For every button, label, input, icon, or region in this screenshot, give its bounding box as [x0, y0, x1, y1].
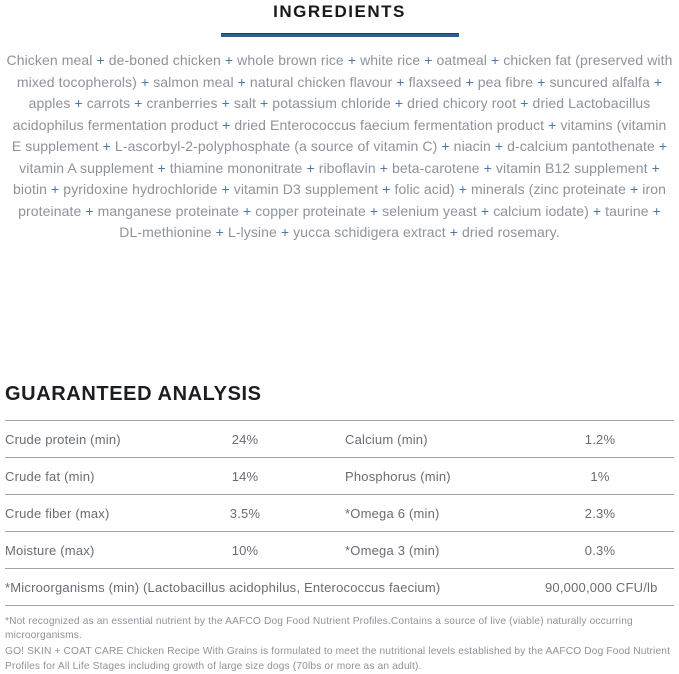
- table-row-microorganisms: [5, 569, 674, 606]
- analysis-label: Crude fiber (max): [5, 505, 110, 521]
- analysis-label: Crude fat (min): [5, 468, 95, 484]
- analysis-value: 14%: [231, 468, 259, 484]
- analysis-label: Crude protein (min): [5, 431, 121, 447]
- analysis-label: Phosphorus (min): [345, 468, 451, 484]
- ingredients-text: Chicken meal + de-boned chicken + whole brown rice + white rice + oatmeal + chicken fat (preserved with mixed tocopherols) + salmon meal + natural chicken flavour + flaxseed + pea fibre + suncured alfalfa + apples + carrots + cranberries + salt + potassium chloride + dried chicory root + dried Lactobacillus acidophilus fermentation product + dried Enterococcus faecium fermentation product + vitamins (vitamin E supplement + L-ascorbyl-2-polyphosphate (a source of vitamin C) + niacin + d-calcium pantothenate + vitamin A supplement + thiamine mononitrate + riboflavin + beta-carotene + vitamin B12 supplement + biotin + pyridoxine hydrochloride + vitamin D3 supplement + folic acid) + minerals (zinc proteinate + iron proteinate + manganese proteinate + copper proteinate + selenium yeast + calcium iodate) + taurine + DL-methionine + L-lysine + yucca schidigera extract + dried rosemary.: [6, 52, 673, 240]
- table-row: [5, 495, 674, 532]
- analysis-label: Moisture (max): [5, 542, 95, 558]
- analysis-label: *Omega 6 (min): [345, 505, 440, 521]
- analysis-value: 3.5%: [229, 505, 261, 521]
- footnote-formulation: GO! SKIN + COAT CARE Chicken Recipe With Grains is formulated to meet the nutritional levels established by the AAFCO Dog Food Nutrient Profiles for All Life Stages including growth of large size dogs (70lbs or more as an adult).: [5, 646, 671, 672]
- table-row: [5, 532, 674, 569]
- table-row: [5, 421, 674, 458]
- analysis-label: Calcium (min): [345, 431, 428, 447]
- guaranteed-analysis-table: [5, 420, 674, 606]
- table-row: [5, 458, 674, 495]
- analysis-value: 10%: [231, 542, 259, 558]
- analysis-value: 90,000,000 CFU/lb: [545, 579, 658, 595]
- analysis-label: *Microorganisms (min) (Lactobacillus acidophilus, Enterococcus faecium): [5, 579, 441, 595]
- analysis-value: 0.3%: [584, 542, 616, 558]
- analysis-value: 1.2%: [584, 431, 616, 447]
- guaranteed-analysis-title: GUARANTEED ANALYSIS: [5, 383, 262, 405]
- footnote-aafco: *Not recognized as an essential nutrient by the AAFCO Dog Food Nutrient Profiles.Contains a source of live (viable) naturally occurring microorganisms.: [5, 616, 633, 641]
- analysis-value: 2.3%: [584, 505, 616, 521]
- analysis-value: 24%: [231, 431, 259, 447]
- analysis-label: *Omega 3 (min): [345, 542, 440, 558]
- title-divider: [221, 33, 459, 37]
- ingredients-title: INGREDIENTS: [273, 2, 406, 21]
- analysis-value: 1%: [590, 468, 610, 484]
